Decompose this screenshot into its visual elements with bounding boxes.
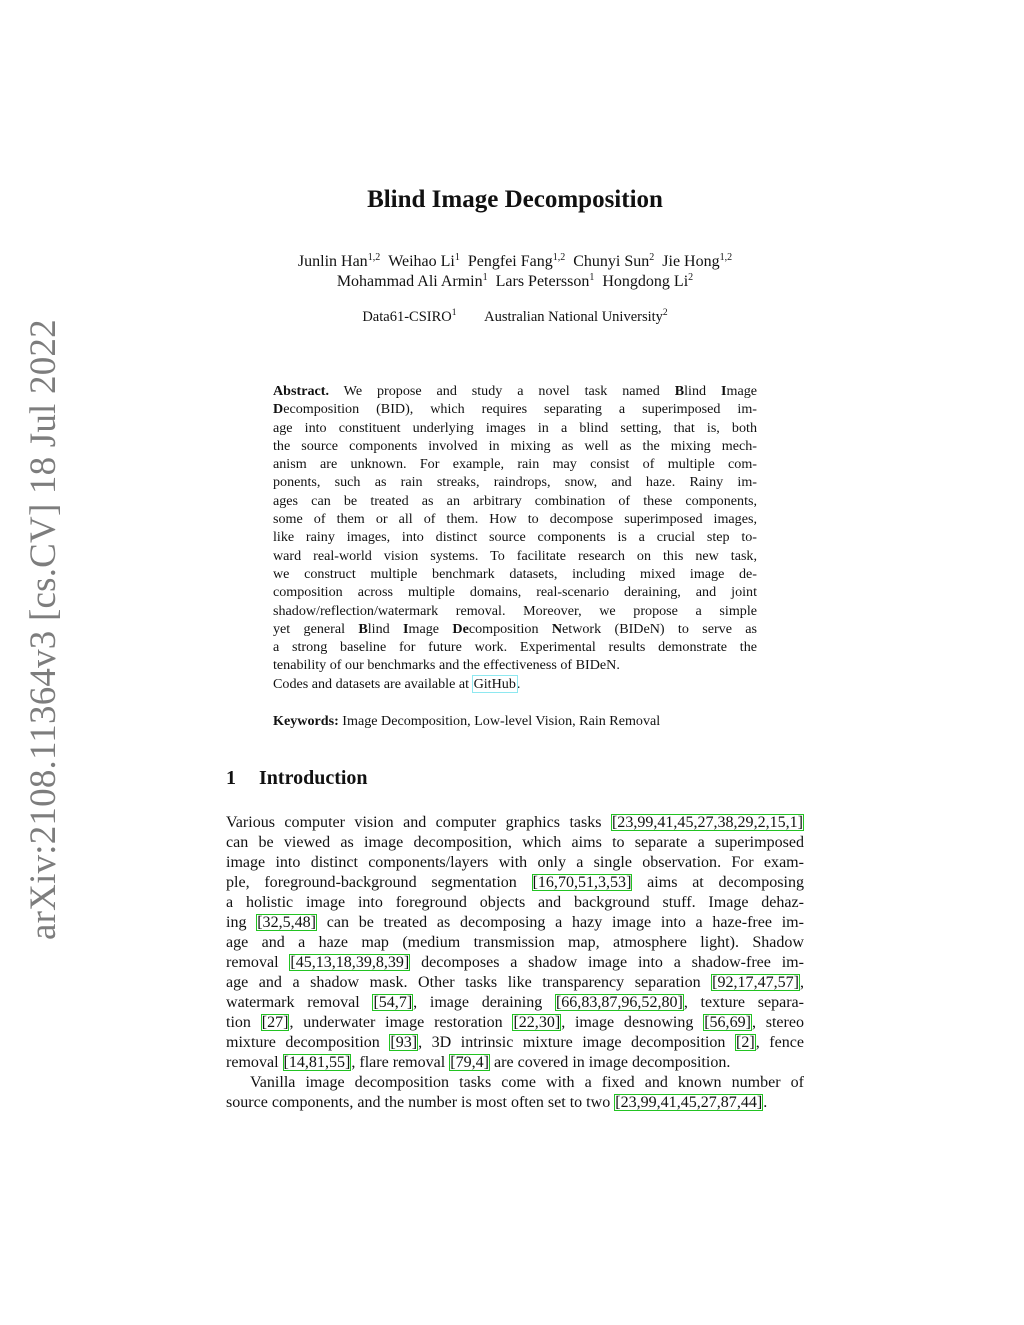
abstract-line: anism are unknown. For example, rain may consist of multiple com- [273,456,757,473]
keywords [273,713,757,730]
body-line: ple, foreground-background segmentation [16,70,51,3,53] aims at decomposing [226,874,804,891]
abstract-line: like rainy images, into distinct source components is a crucial step to- [273,529,757,546]
body-line: age and a shadow mask. Other tasks like transparency separation [92,17,47,57], [226,974,804,991]
author: Mohammad Ali Armin$^1$ [336,272,488,290]
author-list-line-2 [0,273,1024,291]
abstract-line: Decomposition (BID), which requires separating a superimposed im- [273,401,757,418]
arxiv-identifier-stamp: arXiv:2108.11364v3 [cs.CV] 18 Jul 2022 [23,319,64,940]
author: Weihao Li$^1$ [388,252,460,270]
body-line: image into distinct components/layers with only a single observation. For exam- [226,854,804,871]
abstract-line: some of them or all of them. How to decompose superimposed images, [273,511,757,528]
citation-link[interactable]: [14,81,55] [283,1054,351,1071]
author: Junlin Han$^{1,2}$ [297,252,381,270]
abstract-line: ages can be treated as an arbitrary combination of these components, [273,492,757,509]
author: Lars Petersson$^1$ [495,272,595,290]
citation-link[interactable]: [22,30] [513,1014,561,1031]
body-line: age and a haze map (medium transmission map, atmosphere light). Shadow [226,934,804,951]
author-list-line-1 [0,253,1024,271]
body-line: a holistic image into foreground objects and background stuff. Image dehaz- [226,894,804,911]
citation-link[interactable]: [93] [390,1034,418,1051]
paper-title: Blind Image Decomposition [367,186,663,213]
body-line: removal [14,81,55], flare removal [79,4] are covered in image decomposition. [226,1054,731,1071]
abstract-line: ward real-world vision systems. To facilitate research on this new task, [273,547,757,564]
citation-link[interactable]: [32,5,48] [257,914,316,931]
citation-link[interactable]: [79,4] [450,1054,489,1071]
citation-link[interactable]: [23,99,41,45,27,87,44] [615,1094,763,1111]
abstract-line: tenability of our benchmarks and the effectiveness of BIDeN. [273,657,620,674]
citation-link[interactable]: [45,13,18,39,8,39] [290,954,410,971]
author: Pengfei Fang$^{1,2}$ [467,252,566,270]
abstract-line: age into constituent underlying images in a blind setting, that is, both [273,419,757,436]
abstract-line: a strong baseline for future work. Experimental results demonstrate the [273,639,757,656]
abstract-line: shadow/reflection/watermark removal. Moreover, we propose a simple [273,602,757,619]
keywords-label: Keywords: [273,713,339,729]
citation-link[interactable]: [2] [736,1034,755,1051]
author: Hongdong Li$^2$ [602,272,694,290]
author: Chunyi Sun$^2$ [573,252,655,270]
body-line: tion [27], underwater image restoration [22,30], image desnowing [56,69], stereo [226,1014,805,1031]
citation-link[interactable]: [92,17,47,57] [712,974,799,991]
body-line: Vanilla image decomposition tasks come with a fixed and known number of [250,1074,804,1091]
author: Jie Hong$^{1,2}$ [662,252,733,270]
abstract-line: Abstract. We propose and study a novel task named Blind Image [273,383,758,399]
abstract-line: we construct multiple benchmark datasets, including mixed image de- [273,565,757,582]
body-line: can be viewed as image decomposition, which aims to separate a superimposed [226,834,804,851]
body-line: removal [45,13,18,39,8,39] decomposes a shadow image into a shadow-free im- [226,954,804,971]
affiliation: Australian National University$^2$ [484,308,668,325]
abstract [273,382,757,693]
abstract-line: Codes and datasets are available at GitHub. [273,675,521,692]
abstract-line: the source components involved in mixing as well as the mixing mech- [273,437,757,454]
body-line: source components, and the number is most often set to two [23,99,41,45,27,87,44]. [226,1094,768,1111]
introduction-body [226,813,804,1113]
abstract-line: yet general Blind Image Decomposition Network (BIDeN) to serve as [273,620,758,637]
citation-link[interactable]: [27] [261,1014,289,1031]
section-heading [226,767,368,790]
abstract-line: ponents, such as rain streaks, raindrops, snow, and haze. Rainy im- [273,474,757,491]
body-line: mixture decomposition [93], 3D intrinsic mixture image decomposition [2], fence [226,1034,804,1051]
body-line: watermark removal [54,7], image deraining [66,83,87,96,52,80], texture separa- [226,994,804,1011]
body-line: Various computer vision and computer graphics tasks [23,99,41,45,27,38,29,2,15,1] [226,814,803,831]
citation-link[interactable]: [16,70,51,3,53] [532,874,632,891]
affiliations [0,309,1024,326]
citation-link[interactable]: [56,69] [704,1014,751,1031]
github-link[interactable]: GitHub [473,675,516,692]
abstract-line: composition across multiple domains, real-scenario deraining, and joint [273,584,757,601]
section-number: 1 [226,767,236,789]
affiliation: Data61-CSIRO$^1$ [362,308,457,325]
body-line: ing [32,5,48] can be treated as decomposing a hazy image into a haze-free im- [226,914,804,931]
citation-link[interactable]: [66,83,87,96,52,80] [555,994,683,1011]
keywords-text: Image Decomposition, Low-level Vision, Rain Removal [338,713,661,729]
citation-link[interactable]: [23,99,41,45,27,38,29,2,15,1] [611,814,803,831]
section-title-text: Introduction [259,767,368,789]
citation-link[interactable]: [54,7] [373,994,413,1011]
